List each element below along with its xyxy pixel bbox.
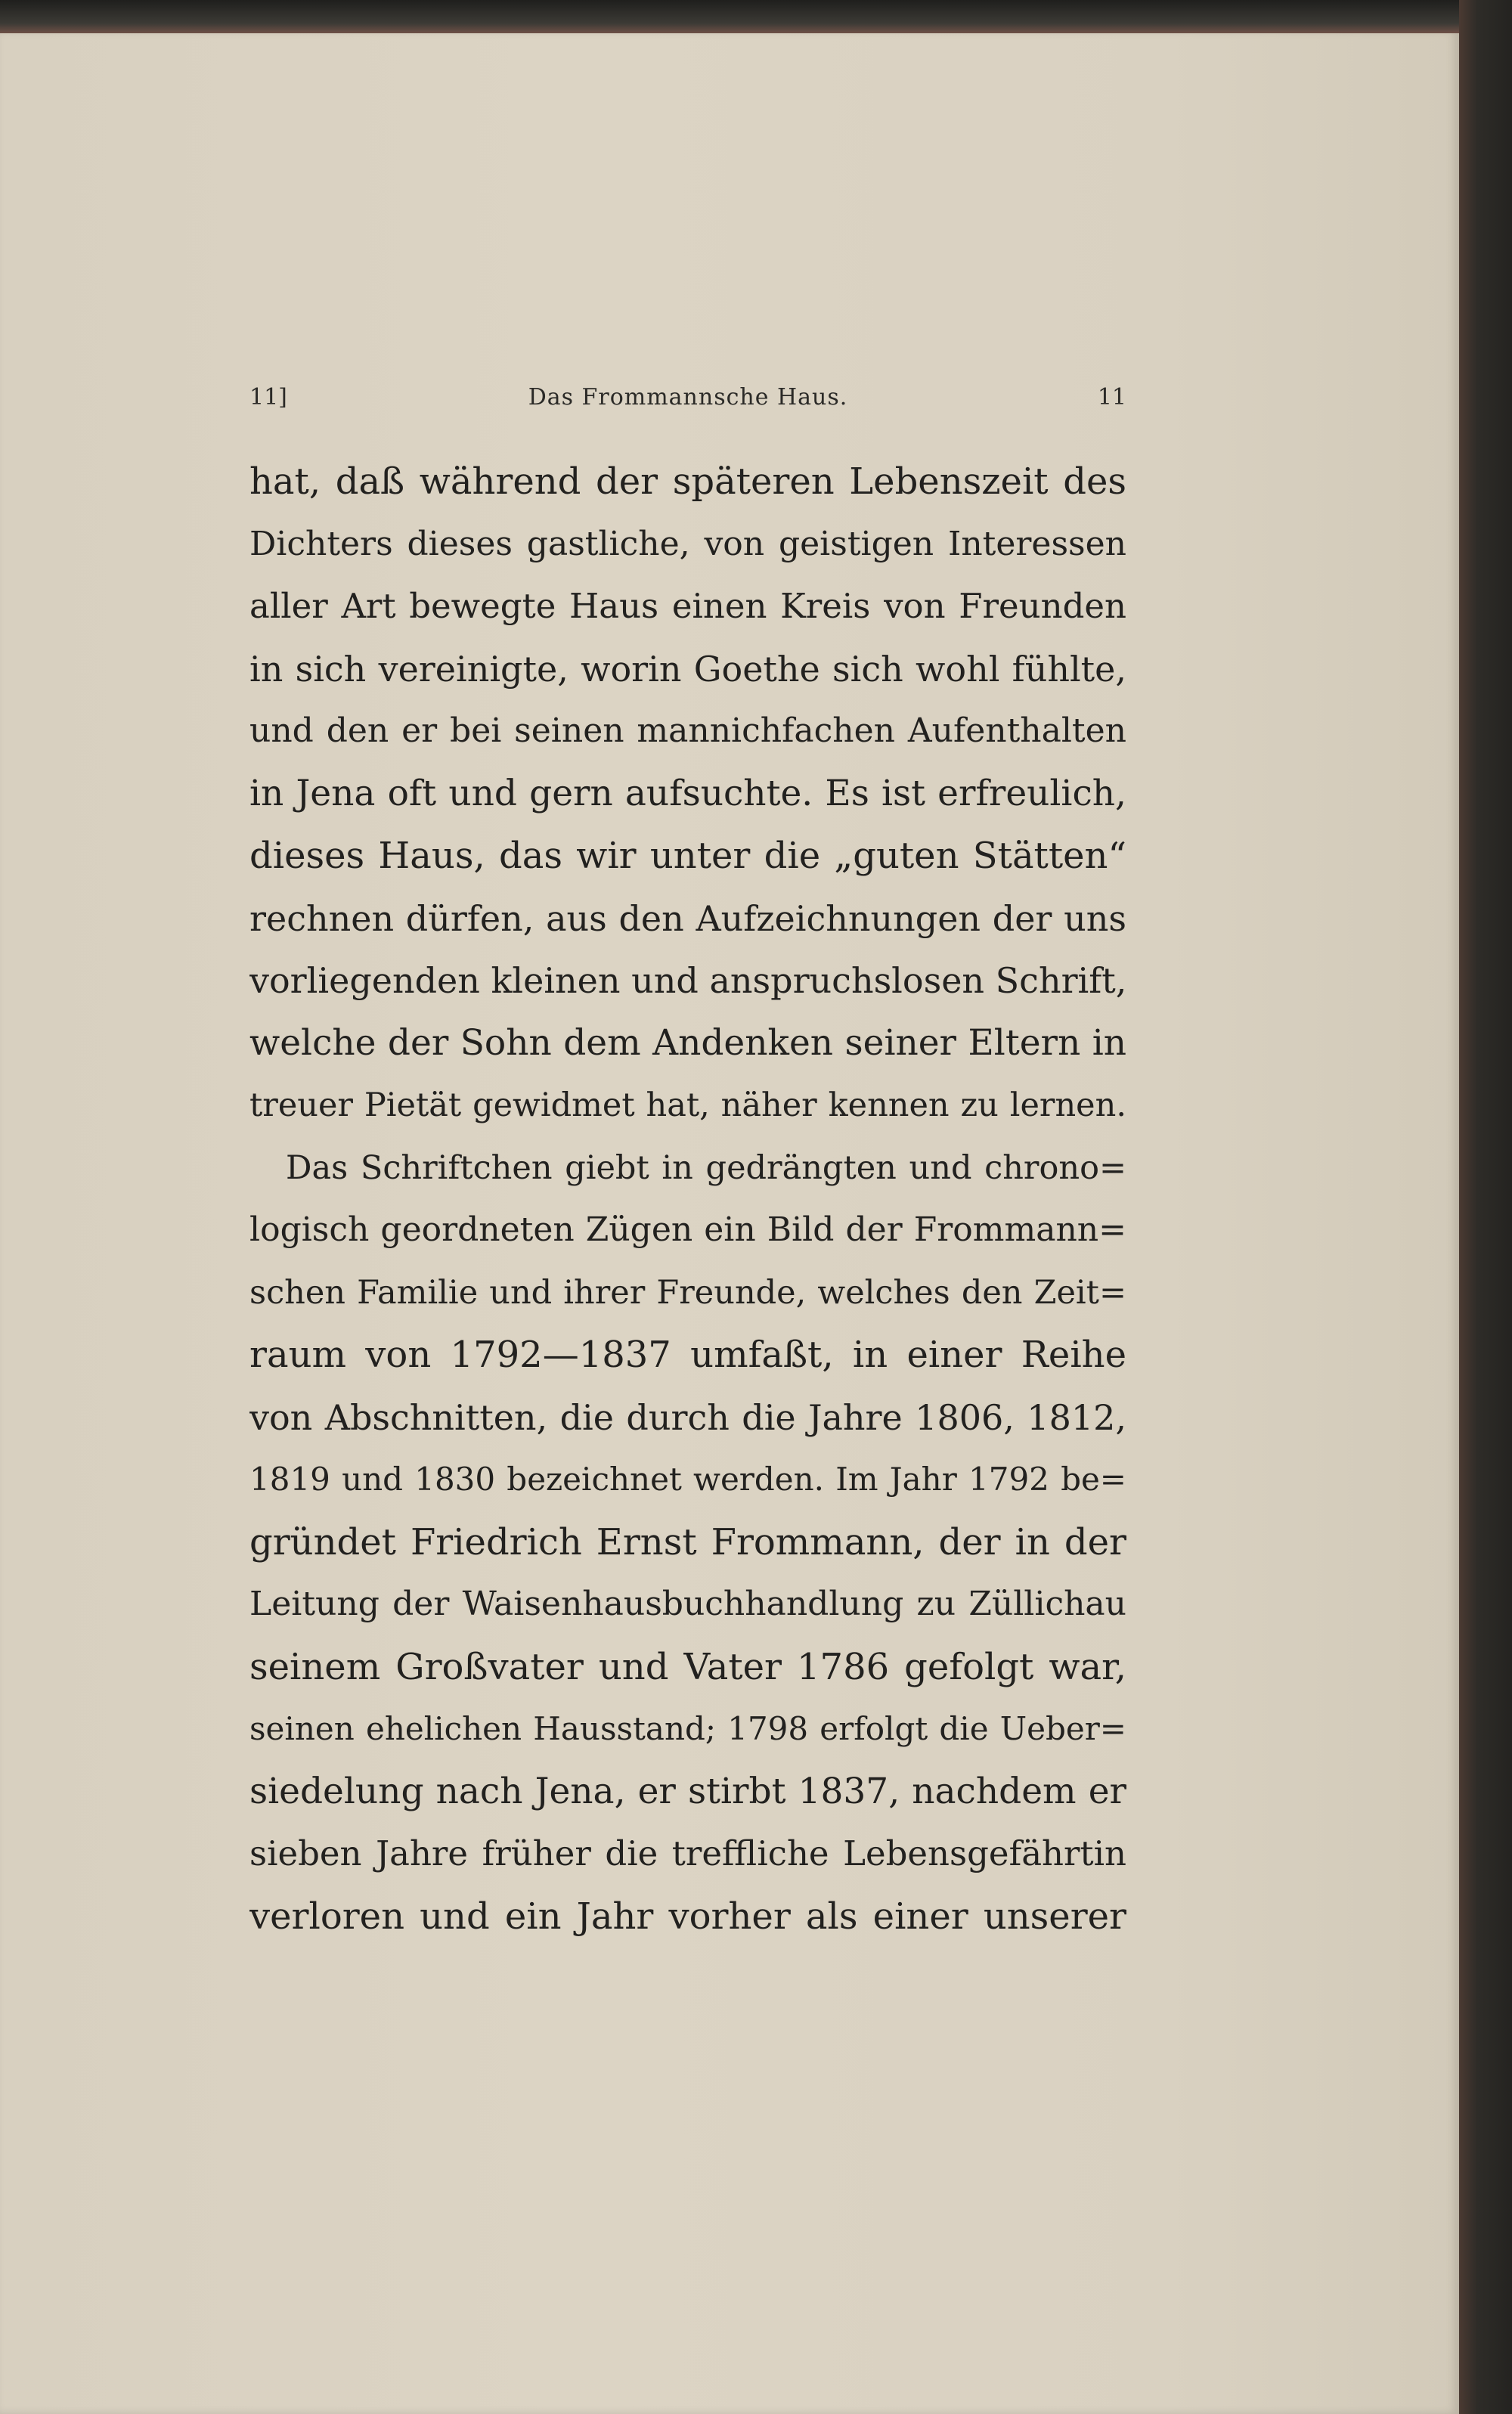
text-line: von Abschnitten, die durch die Jahre 1806, 1812,	[249, 1396, 1126, 1438]
text-line: treuer Pietät gewidmet hat, näher kennen zu lernen.	[249, 1086, 1126, 1124]
text-line: aller Art bewegte Haus einen Kreis von Freunden	[249, 586, 1126, 626]
text-line: Dichters dieses gastliche, von geistigen Interessen	[249, 524, 1126, 563]
text-line: rechnen dürfen, aus den Aufzeichnungen der uns	[249, 897, 1126, 939]
text-line: Leitung der Waisenhausbuchhandlung zu Züllichau	[249, 1585, 1126, 1623]
book-cover-edge	[1459, 0, 1512, 2414]
text-line: sieben Jahre früher die treffliche Lebensgefährtin	[249, 1833, 1126, 1873]
page-number: 11	[1097, 384, 1126, 411]
text-line: in sich vereinigte, worin Goethe sich wohl fühlte,	[249, 648, 1126, 689]
scan-top-edge	[0, 0, 1512, 33]
paragraph-1	[249, 451, 1126, 1137]
text-line: und den er bei seinen mannichfachen Aufenthalten	[249, 711, 1126, 750]
text-line: raum von 1792—1837 umfaßt, in einer Reihe	[249, 1334, 1126, 1376]
text-line: hat, daß während der späteren Lebenszeit des	[249, 460, 1126, 503]
text-line: 1819 und 1830 bezeichnet werden. Im Jahr 1792 be=	[249, 1461, 1126, 1498]
text-line: seinen ehelichen Hausstand; 1798 erfolgt die Ueber=	[249, 1710, 1126, 1747]
text-line: logisch geordneten Zügen ein Bild der Frommann=	[249, 1210, 1126, 1249]
text-line: seinem Großvater und Vater 1786 gefolgt war,	[249, 1645, 1126, 1688]
text-line: vorliegenden kleinen und anspruchslosen Schrift,	[249, 960, 1126, 1001]
text-line: verloren und ein Jahr vorher als einer unserer	[249, 1895, 1126, 1938]
text-line: dieses Haus, das wir unter die „guten Stätten“	[249, 835, 1126, 877]
book-page	[0, 30, 1459, 2414]
running-head-section-number: 11]	[249, 384, 287, 411]
text-line: schen Familie und ihrer Freunde, welches den Zeit=	[249, 1273, 1126, 1312]
running-head-title: Das Frommannsche Haus.	[528, 384, 848, 411]
text-line: in Jena oft und gern aufsuchte. Es ist erfreulich,	[249, 772, 1126, 814]
paragraph-2	[249, 1137, 1126, 1948]
text-line: gründet Friedrich Ernst Frommann, der in der	[249, 1520, 1126, 1563]
text-line: Das Schriftchen giebt in gedrängten und chrono=	[286, 1148, 1126, 1187]
running-head	[249, 384, 1126, 414]
text-line: welche der Sohn dem Andenken seiner Eltern in	[249, 1021, 1126, 1064]
text-line: siedelung nach Jena, er stirbt 1837, nachdem er	[249, 1770, 1126, 1812]
body-text	[249, 451, 1126, 1948]
